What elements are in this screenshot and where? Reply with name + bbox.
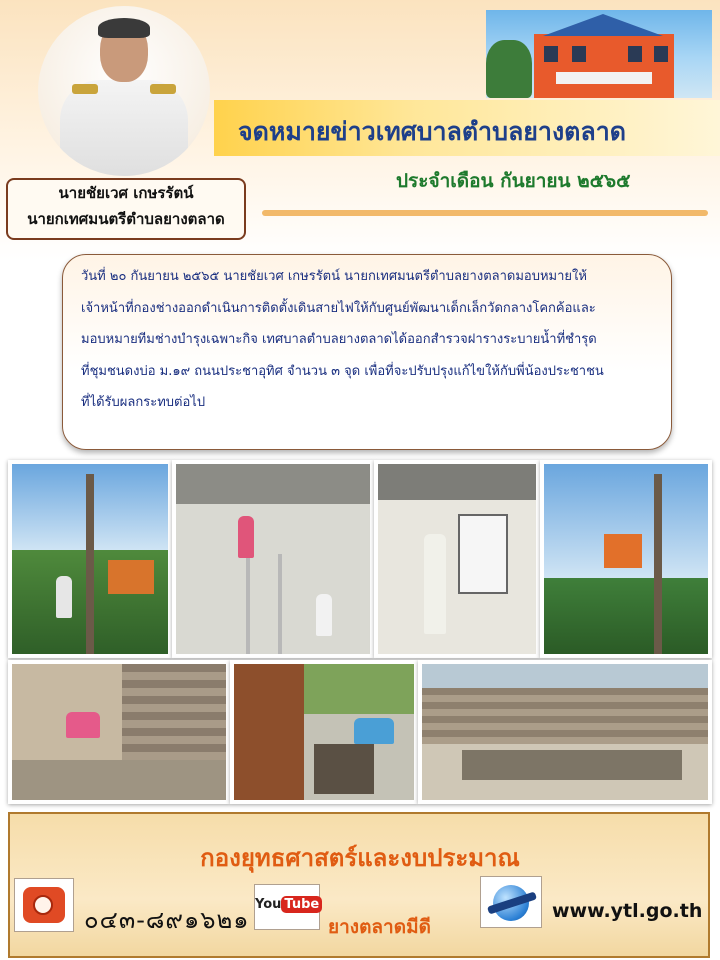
photo-drain-survey-2 — [230, 660, 418, 804]
youtube-tube-label: Tube — [281, 896, 322, 913]
photo-drain-survey-1 — [8, 660, 230, 804]
phone-number: ๐๔๓-๘๙๑๖๒๑ — [84, 906, 250, 934]
photo-bucket-truck — [540, 460, 712, 658]
mayor-portrait — [38, 6, 210, 176]
photo-drain-survey-3 — [418, 660, 712, 804]
photo-pole-work — [8, 460, 172, 658]
news-line: มอบหมายทีมช่างบำรุงเฉพาะกิจ เทศบาลตำบลยางตลาดได้ออกสำรวจฝารางระบายน้ำที่ชำรุด — [81, 332, 597, 347]
news-line: วันที่ ๒๐ กันยายน ๒๕๖๕ นายชัยเวศ เกษรรัตน์ นายกเทศมนตรีตำบลยางตลาดมอบหมายให้ — [81, 269, 587, 284]
mayor-position: นายกเทศมนตรีตำบลยางตลาด — [27, 210, 225, 228]
photo-panel-install — [374, 460, 540, 658]
mayor-name: นายชัยเวศ เกษรรัตน์ — [58, 184, 194, 202]
department-name: กองยุทธศาสตร์และงบประมาณ — [200, 844, 520, 872]
phone-icon — [14, 878, 74, 932]
photo-ladder-wiring — [172, 460, 374, 658]
municipal-office-photo — [486, 10, 712, 98]
divider — [262, 210, 708, 216]
newsletter-month: ประจำเดือน กันยายน ๒๕๖๕ — [396, 170, 631, 192]
youtube-you-label: You — [255, 897, 282, 912]
slogan: ยางตลาดมีดี — [328, 916, 431, 938]
news-line: ที่ได้รับผลกระทบต่อไป — [81, 395, 206, 410]
news-box — [62, 254, 672, 450]
mayor-name-box — [6, 178, 246, 240]
newsletter-title: จดหมายข่าวเทศบาลตำบลยางตลาด — [238, 117, 627, 146]
youtube-icon[interactable] — [254, 884, 320, 930]
globe-icon[interactable] — [480, 876, 542, 928]
news-line: ที่ชุมชนดงบ่อ ม.๑๙ ถนนประชาอุทิศ จำนวน ๓ จุด เพื่อที่จะปรับปรุงแก้ไขให้กับพี่น้องประชาชน — [81, 363, 604, 379]
website-link[interactable]: www.ytl.go.th — [552, 900, 703, 922]
news-line: เจ้าหน้าที่กองช่างออกดำเนินการติดตั้งเดินสายไฟให้กับศูนย์พัฒนาเด็กเล็กวัดกลางโคกค้อและ — [81, 300, 596, 316]
